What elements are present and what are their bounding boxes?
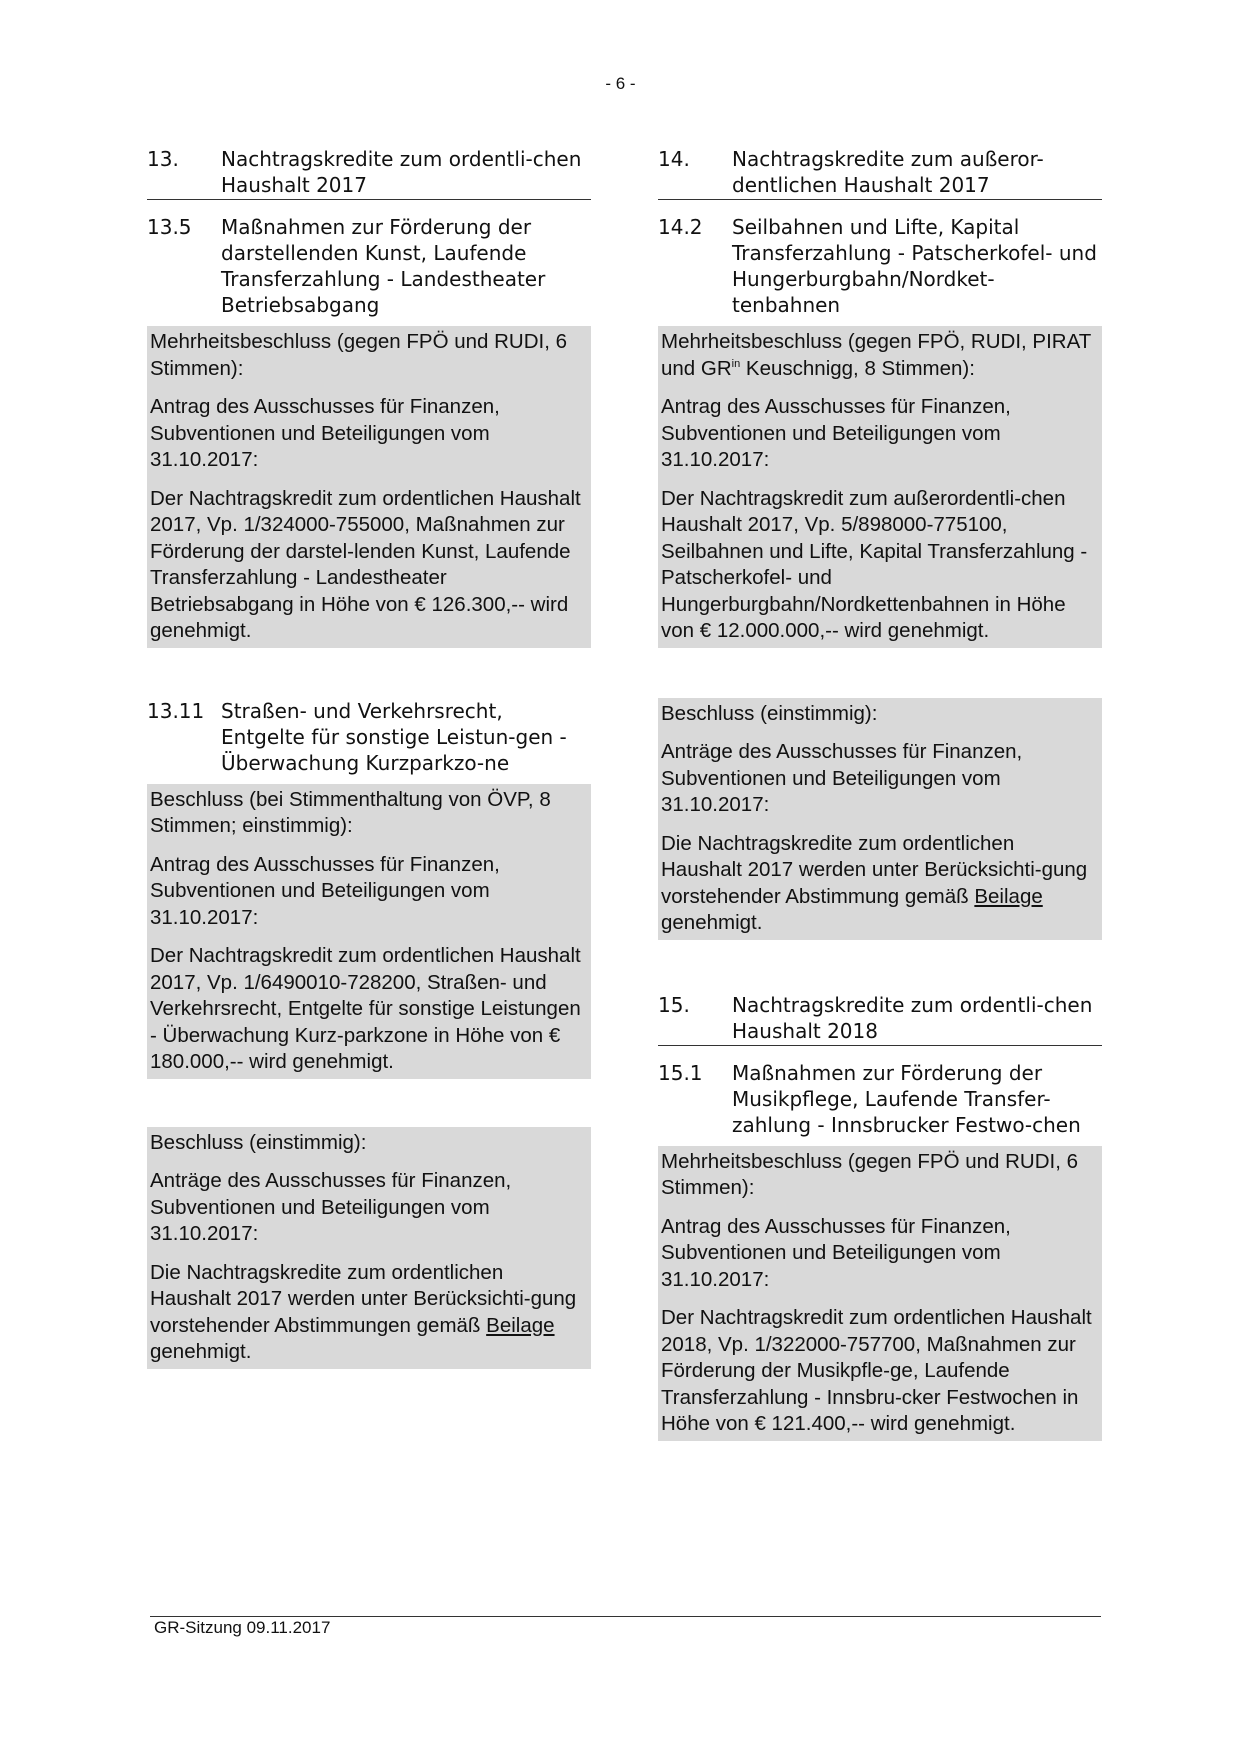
resolution-box-15-1 (658, 1146, 1102, 1441)
decision-text: Der Nachtragskredit zum ordentlichen Haushalt 2017, Vp. 1/6490010-728200, Straßen- und Verkehrsrecht, Entgelte für sonstige Leistungen - Überwachung Kurz-parkzone in Höhe von € 180.000,-- wird genehmigt. (150, 944, 581, 1073)
attachment-link[interactable]: Beilage (974, 884, 1043, 908)
motion-text: Anträge des Ausschusses für Finanzen, Subventionen und Beteiligungen vom 31.10.2017: (150, 1169, 512, 1245)
vote-text: Mehrheitsbeschluss (gegen FPÖ und RUDI, 6 Stimmen): (661, 1149, 1079, 1199)
motion-text: Antrag des Ausschusses für Finanzen, Subventionen und Beteiligungen vom 31.10.2017: (150, 395, 500, 471)
motion-text: Antrag des Ausschusses für Finanzen, Subventionen und Beteiligungen vom 31.10.2017: (661, 1214, 1011, 1291)
resolution-box-13-5 (147, 326, 591, 648)
decision-text: Die Nachtragskredite zum ordentlichen Haushalt 2017 werden unter Berücksichti-gung vorstehender Abstimmung gemäß Beilage genehmigt. (661, 831, 1088, 934)
section-title: Nachtragskredite zum außeror-dentlichen Haushalt 2017 (732, 147, 1044, 197)
right-column (658, 146, 1102, 1441)
subsection-title: Maßnahmen zur Förderung der Musikpflege, Laufende Transfer-zahlung - Innsbrucker Festwo-chen (732, 1060, 1081, 1137)
decision-text: Der Nachtragskredit zum ordentlichen Haushalt 2018, Vp. 1/322000-757700, Maßnahmen zur Förderung der Musikpfle-ge, Laufende Transferzahlung - Innsbru-cker Festwochen in Höhe von € 121.400,-- wird genehmigt. (661, 1306, 1092, 1435)
section-heading-14 (658, 146, 1102, 200)
section-number: 15. (658, 992, 690, 1017)
decision-text: Der Nachtragskredit zum ordentlichen Haushalt 2017, Vp. 1/324000-755000, Maßnahmen zur Förderung der darstel-lenden Kunst, Laufende Transferzahlung - Landestheater Betriebsabgang in Höhe von € 126.300,-- wird genehmigt. (150, 486, 581, 642)
resolution-box-summary-13 (147, 1127, 591, 1369)
subsection-number: 15.1 (658, 1060, 703, 1085)
section-heading-13 (147, 146, 591, 200)
vote-text: Beschluss (einstimmig): (661, 701, 878, 725)
subsection-number: 13.5 (147, 215, 192, 239)
footer-divider (150, 1616, 1101, 1617)
subsection-heading-13-5 (147, 214, 591, 318)
section-number: 14. (658, 147, 690, 171)
section-title: Nachtragskredite zum ordentli-chen Haushalt 2018 (732, 992, 1093, 1043)
vote-text: Mehrheitsbeschluss (gegen FPÖ, RUDI, PIRAT und $GR^{in}$ Keuschnigg, 8 Stimmen): (661, 330, 1091, 380)
vote-text: Mehrheitsbeschluss (gegen FPÖ und RUDI, 6 Stimmen): (150, 330, 568, 380)
resolution-box-summary-14 (658, 698, 1102, 940)
subsection-heading-15-1 (658, 1060, 1102, 1138)
vote-text: Beschluss (einstimmig): (150, 1130, 367, 1154)
subsection-title: Straßen- und Verkehrsrecht, Entgelte für sonstige Leistun-gen - Überwachung Kurzparkzo-ne (221, 698, 567, 775)
motion-text: Anträge des Ausschusses für Finanzen, Subventionen und Beteiligungen vom 31.10.2017: (661, 740, 1023, 816)
subsection-title: Seilbahnen und Lifte, Kapital Transferzahlung - Patscherkofel- und Hungerburgbahn/Nordket-tenbahnen (732, 215, 1097, 317)
footer-session-date: GR-Sitzung 09.11.2017 (154, 1618, 331, 1637)
motion-text: Antrag des Ausschusses für Finanzen, Subventionen und Beteiligungen vom 31.10.2017: (150, 852, 500, 929)
subsection-heading-14-2 (658, 214, 1102, 318)
subsection-number: 13.11 (147, 698, 205, 723)
section-heading-15 (658, 992, 1102, 1046)
motion-text: Antrag des Ausschusses für Finanzen, Subventionen und Beteiligungen vom 31.10.2017: (661, 395, 1011, 471)
resolution-box-14-2 (658, 326, 1102, 648)
left-column (147, 146, 591, 1369)
attachment-link[interactable]: Beilage (486, 1313, 555, 1337)
subsection-number: 14.2 (658, 215, 703, 239)
decision-text: Der Nachtragskredit zum außerordentli-chen Haushalt 2017, Vp. 5/898000-775100, Seilbahnen und Lifte, Kapital Transferzahlung - Patscherkofel- und Hungerburgbahn/Nordkettenbahnen in Höhe von € 12.000.000,-- wird genehmigt. (661, 486, 1088, 642)
subsection-title: Maßnahmen zur Förderung der darstellenden Kunst, Laufende Transferzahlung - Landestheater Betriebsabgang (221, 215, 546, 317)
subsection-heading-13-11 (147, 698, 591, 776)
resolution-box-13-11 (147, 784, 591, 1079)
section-number: 13. (147, 147, 179, 171)
vote-text: Beschluss (bei Stimmenthaltung von ÖVP, 8 Stimmen; einstimmig): (150, 787, 551, 837)
page-number: - 6 - (605, 74, 636, 93)
section-title: Nachtragskredite zum ordentli-chen Haushalt 2017 (221, 147, 582, 197)
decision-text: Die Nachtragskredite zum ordentlichen Haushalt 2017 werden unter Berücksichti-gung vorstehender Abstimmungen gemäß Beilage genehmigt. (150, 1260, 577, 1363)
